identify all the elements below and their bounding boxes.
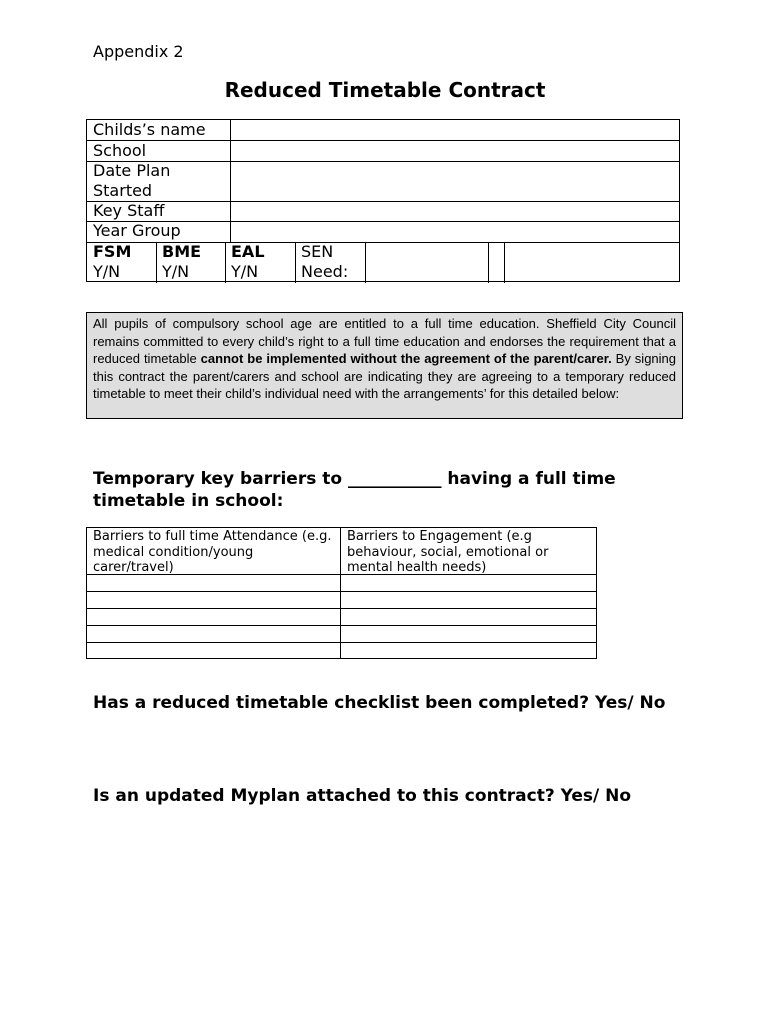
key-staff-field[interactable] xyxy=(230,202,679,221)
engagement-barrier-field[interactable] xyxy=(341,575,596,591)
engagement-barrier-field[interactable] xyxy=(341,609,596,625)
sen-label: SEN xyxy=(301,242,334,261)
engagement-barrier-field[interactable] xyxy=(341,592,596,608)
attendance-barriers-header: Barriers to full time Attendance (e.g. medical condition/young carer/travel) xyxy=(93,529,332,575)
attendance-barrier-field[interactable] xyxy=(87,626,340,642)
bme-label: BME xyxy=(162,242,202,261)
year-group-label: Year Group xyxy=(93,221,181,240)
entitlement-notice xyxy=(86,312,683,419)
date-plan-started-field[interactable] xyxy=(230,162,679,201)
school-field[interactable] xyxy=(230,141,679,161)
attendance-barrier-field[interactable] xyxy=(87,575,340,591)
barriers-heading: Temporary key barriers to ___________ having a full time timetable in school: xyxy=(93,469,616,511)
attendance-barrier-field[interactable] xyxy=(87,592,340,608)
student-info-table xyxy=(86,119,680,282)
sen-extra-field[interactable] xyxy=(488,243,504,282)
sen-need-label: Need: xyxy=(301,262,349,281)
attendance-barrier-field[interactable] xyxy=(87,643,340,658)
fsm-label: FSM xyxy=(93,242,132,261)
childs-name-field[interactable] xyxy=(230,120,679,140)
engagement-barriers-header: Barriers to Engagement (e.g behaviour, social, emotional or mental health needs) xyxy=(347,529,549,575)
school-label: School xyxy=(93,141,147,160)
notice-text-bold: cannot be implemented without the agreement of the parent/carer. xyxy=(200,351,612,367)
date-plan-started-label: Date Plan Started xyxy=(93,161,171,200)
eal-value: Y/N xyxy=(231,262,259,281)
attendance-barrier-field[interactable] xyxy=(87,609,340,625)
fsm-value: Y/N xyxy=(93,262,121,281)
notice-text-part1: All pupils of compulsory school age are entitled to a full time education. Sheffield City Council remains committed to every child’s right to a full time education and endorses the requirement that a reduced timetable xyxy=(93,316,676,367)
barriers-table xyxy=(86,527,597,659)
childs-name-label: Childs’s name xyxy=(93,120,206,139)
bme-cell[interactable] xyxy=(156,242,225,282)
notice-text-part2: By signing this contract the parent/carers and school are indicating they are agreeing to a temporary reduced timetable to meet their child’s individual need with the arrangements’ for this detailed below: xyxy=(93,351,676,402)
appendix-label: Appendix 2 xyxy=(93,42,184,61)
bme-value: Y/N xyxy=(162,262,190,281)
sen-cell xyxy=(295,242,365,282)
key-staff-label: Key Staff xyxy=(93,201,165,220)
checklist-question: Has a reduced timetable checklist been completed? Yes/ No xyxy=(93,693,666,713)
myplan-question: Is an updated Myplan attached to this contract? Yes/ No xyxy=(93,786,632,806)
eal-cell[interactable] xyxy=(225,242,295,282)
document-title: Reduced Timetable Contract xyxy=(224,78,546,102)
sen-need-field[interactable] xyxy=(365,243,488,282)
sen-extra-field-2[interactable] xyxy=(504,243,679,282)
engagement-barrier-field[interactable] xyxy=(341,626,596,642)
engagement-barrier-field[interactable] xyxy=(341,643,596,658)
fsm-cell[interactable] xyxy=(87,242,156,282)
year-group-field[interactable] xyxy=(230,222,679,242)
eal-label: EAL xyxy=(231,242,265,261)
